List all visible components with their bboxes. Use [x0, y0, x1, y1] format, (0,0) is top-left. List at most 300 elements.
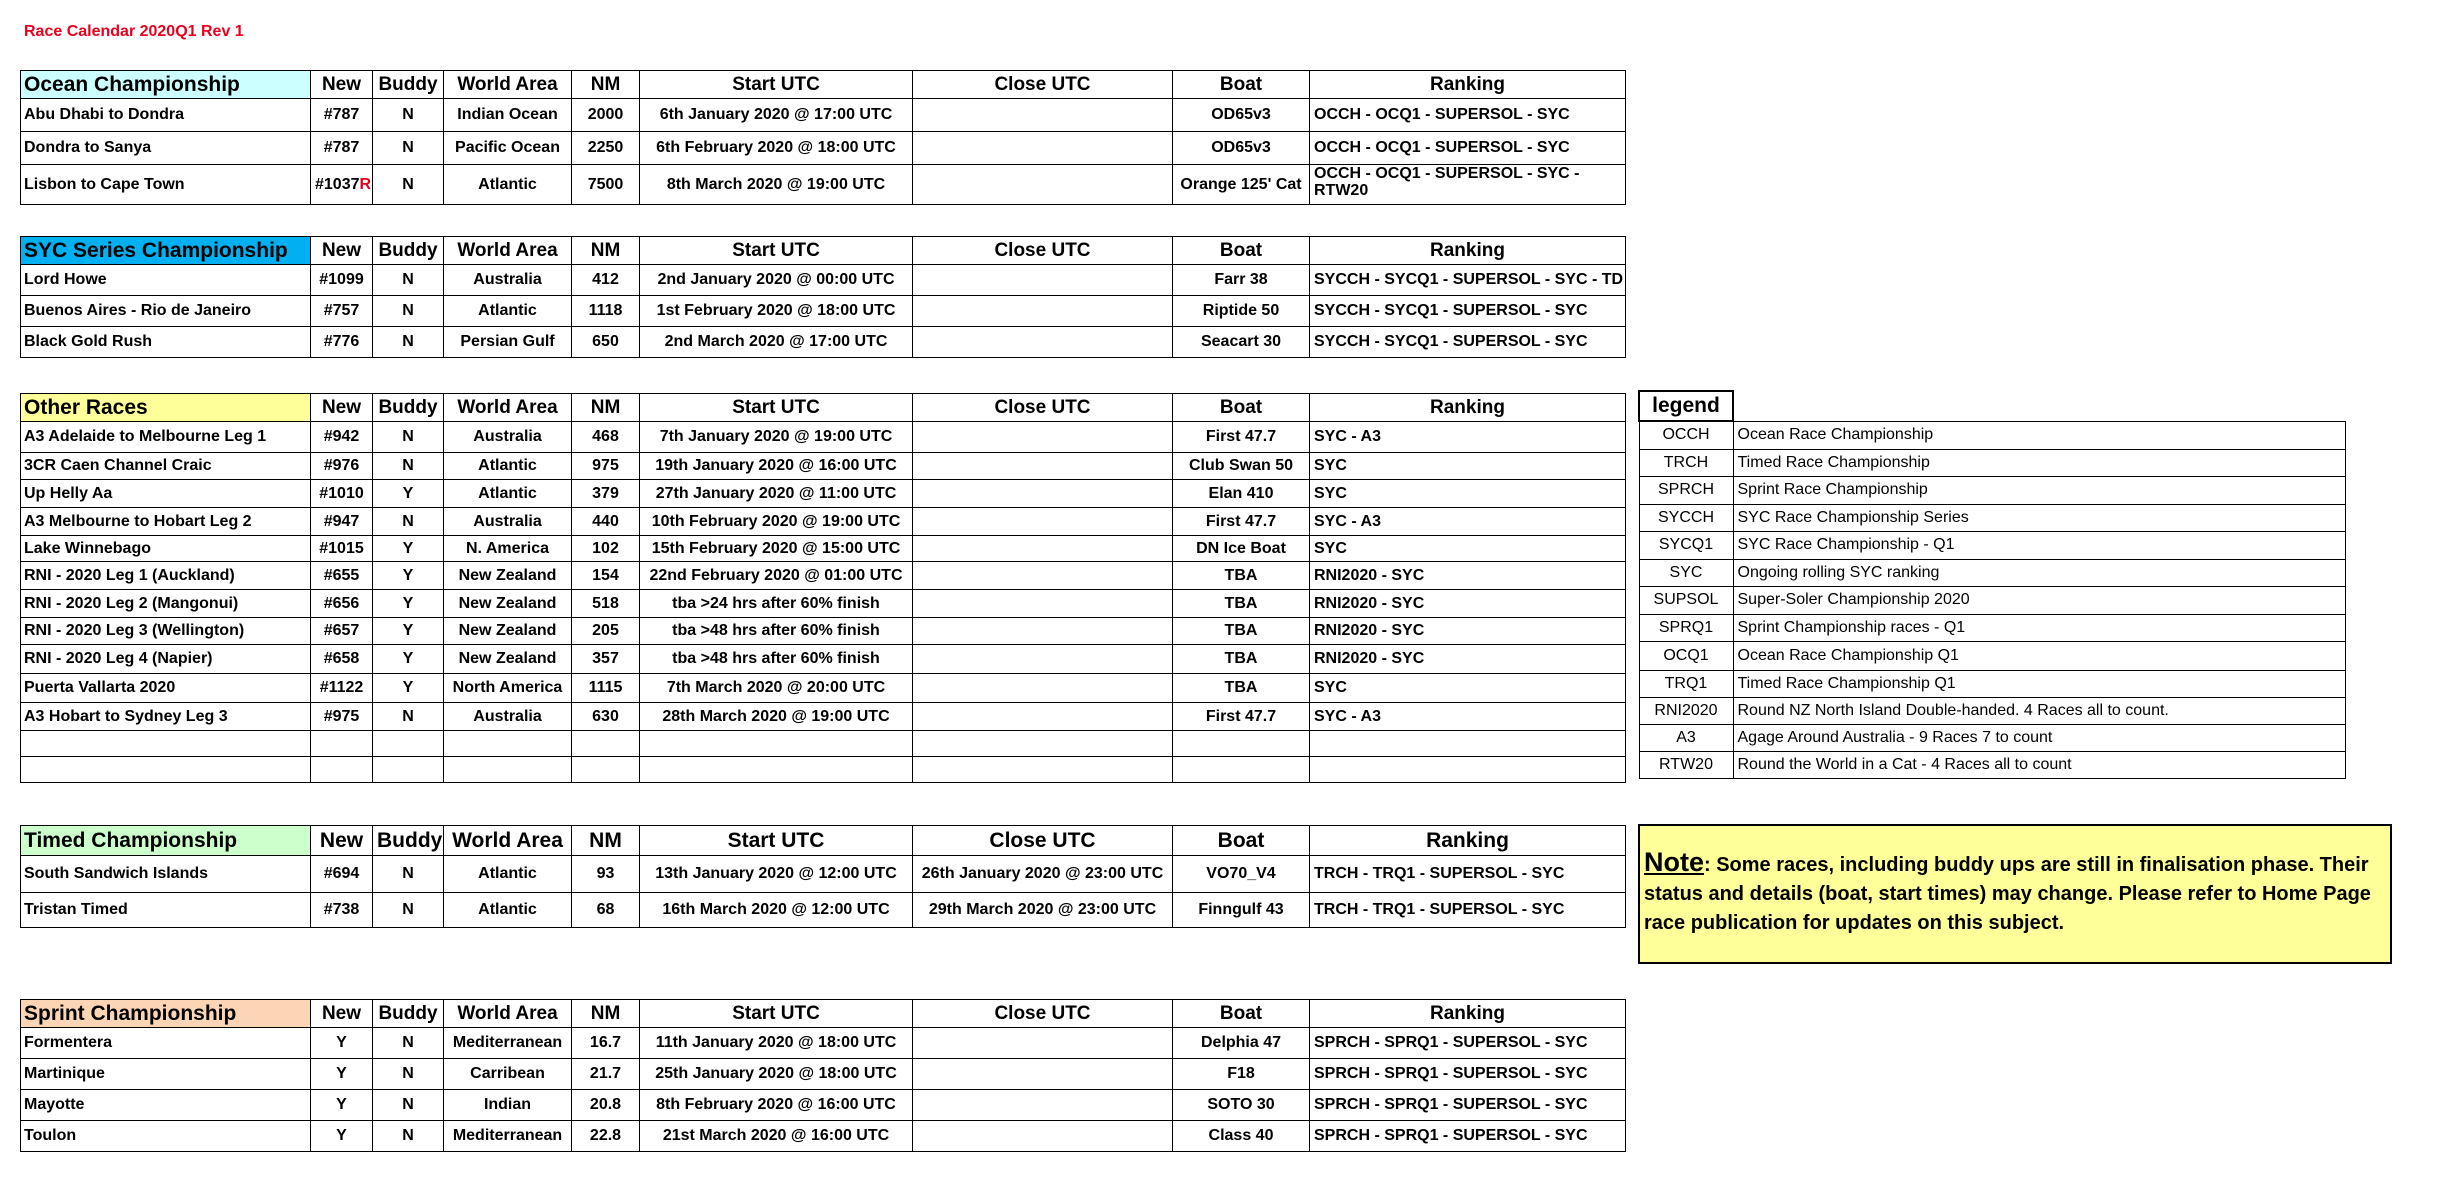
- legend-code: SYCQ1: [1639, 531, 1733, 559]
- table-row: [21, 1028, 1626, 1059]
- legend-description: Ocean Race Championship: [1733, 421, 2345, 449]
- note-text: : Some races, including buddy ups are still in finalisation phase. Their status and details (boat, start times) may change. Please refer to Home Page race publication for updates on this subject.: [1644, 854, 2371, 934]
- start-utc-cell: 22nd February 2020 @ 01:00 UTC: [640, 562, 913, 590]
- buddy-cell: Y: [373, 618, 444, 645]
- col-close-utc-header: Close UTC: [913, 71, 1173, 99]
- race-name: A3 Adelaide to Melbourne Leg 1: [21, 422, 311, 453]
- section-title: Timed Championship: [21, 826, 311, 856]
- nm-cell: 205: [572, 618, 640, 645]
- section-title: Other Races: [21, 394, 311, 422]
- buddy-cell: N: [373, 422, 444, 453]
- buddy-cell: Y: [373, 590, 444, 618]
- new-cell: #787: [311, 99, 373, 132]
- legend-row: [1639, 531, 2345, 559]
- boat-cell: TBA: [1173, 645, 1310, 674]
- race-name: Up Helly Aa: [21, 480, 311, 508]
- start-utc-cell: 8th March 2020 @ 19:00 UTC: [640, 165, 913, 205]
- race-name: Tristan Timed: [21, 893, 311, 928]
- close-utc-cell: [913, 674, 1173, 703]
- table-row: [21, 731, 1626, 757]
- legend-description: Super-Soler Championship 2020: [1733, 586, 2345, 614]
- close-utc-cell: [913, 453, 1173, 480]
- ranking-cell: OCCH - OCQ1 - SUPERSOL - SYC: [1310, 132, 1626, 165]
- boat-cell: Elan 410: [1173, 480, 1310, 508]
- legend-row: [1639, 449, 2345, 476]
- buddy-cell: N: [373, 453, 444, 480]
- legend-code: TRCH: [1639, 449, 1733, 476]
- new-cell: #656: [311, 590, 373, 618]
- world-area-cell: Mediterranean: [444, 1121, 572, 1152]
- close-utc-cell: [913, 590, 1173, 618]
- table-row: [21, 132, 1626, 165]
- col-close-utc-header: Close UTC: [913, 826, 1173, 856]
- boat-cell: TBA: [1173, 590, 1310, 618]
- world-area-cell: [444, 757, 572, 783]
- table-row: [21, 1121, 1626, 1152]
- start-utc-cell: 6th January 2020 @ 17:00 UTC: [640, 99, 913, 132]
- table-row: [21, 422, 1626, 453]
- col-new-header: New: [311, 237, 373, 265]
- col-world-area-header: World Area: [444, 394, 572, 422]
- legend-code: SPRCH: [1639, 476, 1733, 504]
- col-nm-header: NM: [572, 1000, 640, 1028]
- legend-description: SYC Race Championship - Q1: [1733, 531, 2345, 559]
- col-buddy-header: Buddy: [373, 71, 444, 99]
- col-boat-header: Boat: [1173, 826, 1310, 856]
- close-utc-cell: [913, 422, 1173, 453]
- col-start-utc-header: Start UTC: [640, 826, 913, 856]
- col-boat-header: Boat: [1173, 1000, 1310, 1028]
- buddy-cell: N: [373, 132, 444, 165]
- section-title: SYC Series Championship: [21, 237, 311, 265]
- new-cell: #787: [311, 132, 373, 165]
- start-utc-cell: tba >24 hrs after 60% finish: [640, 590, 913, 618]
- ranking-cell: SPRCH - SPRQ1 - SUPERSOL - SYC: [1310, 1028, 1626, 1059]
- table-header-row: [21, 237, 1626, 265]
- table-row: [21, 536, 1626, 562]
- legend-code: OCQ1: [1639, 641, 1733, 670]
- world-area-cell: Pacific Ocean: [444, 132, 572, 165]
- legend-description: SYC Race Championship Series: [1733, 504, 2345, 531]
- ranking-cell: [1310, 731, 1626, 757]
- nm-cell: 468: [572, 422, 640, 453]
- col-buddy-header: Buddy: [373, 826, 444, 856]
- ranking-cell: [1310, 757, 1626, 783]
- legend-code: RTW20: [1639, 751, 1733, 778]
- buddy-cell: N: [373, 265, 444, 296]
- nm-cell: 440: [572, 508, 640, 536]
- close-utc-cell: [913, 703, 1173, 731]
- nm-cell: 1118: [572, 296, 640, 327]
- start-utc-cell: 10th February 2020 @ 19:00 UTC: [640, 508, 913, 536]
- world-area-cell: N. America: [444, 536, 572, 562]
- legend-header: legend: [1639, 391, 1733, 421]
- nm-cell: 93: [572, 856, 640, 893]
- race-name: A3 Hobart to Sydney Leg 3: [21, 703, 311, 731]
- table-row: [21, 645, 1626, 674]
- boat-cell: TBA: [1173, 674, 1310, 703]
- buddy-cell: N: [373, 893, 444, 928]
- col-nm-header: NM: [572, 71, 640, 99]
- legend-code: SPRQ1: [1639, 614, 1733, 641]
- col-new-header: New: [311, 71, 373, 99]
- col-start-utc-header: Start UTC: [640, 1000, 913, 1028]
- legend-description: Timed Race Championship: [1733, 449, 2345, 476]
- col-ranking-header: Ranking: [1310, 1000, 1626, 1028]
- world-area-cell: Mediterranean: [444, 1028, 572, 1059]
- race-name: Formentera: [21, 1028, 311, 1059]
- new-cell: #975: [311, 703, 373, 731]
- nm-cell: 2000: [572, 99, 640, 132]
- world-area-cell: Australia: [444, 422, 572, 453]
- ranking-cell: SYCCH - SYCQ1 - SUPERSOL - SYC: [1310, 327, 1626, 358]
- race-name: Lake Winnebago: [21, 536, 311, 562]
- new-cell: #1122: [311, 674, 373, 703]
- table-header-row: [21, 394, 1626, 422]
- note-box: [1638, 824, 2392, 964]
- legend-code: SUPSOL: [1639, 586, 1733, 614]
- close-utc-cell: [913, 327, 1173, 358]
- race-name: South Sandwich Islands: [21, 856, 311, 893]
- legend-row: [1639, 476, 2345, 504]
- boat-cell: Class 40: [1173, 1121, 1310, 1152]
- col-ranking-header: Ranking: [1310, 826, 1626, 856]
- ranking-cell: SYC: [1310, 480, 1626, 508]
- nm-cell: 7500: [572, 165, 640, 205]
- boat-cell: Delphia 47: [1173, 1028, 1310, 1059]
- world-area-cell: Persian Gulf: [444, 327, 572, 358]
- boat-cell: First 47.7: [1173, 422, 1310, 453]
- legend-code: TRQ1: [1639, 670, 1733, 697]
- world-area-cell: Atlantic: [444, 856, 572, 893]
- start-utc-cell: 16th March 2020 @ 12:00 UTC: [640, 893, 913, 928]
- start-utc-cell: 2nd March 2020 @ 17:00 UTC: [640, 327, 913, 358]
- table-row: [21, 327, 1626, 358]
- legend-description: Timed Race Championship Q1: [1733, 670, 2345, 697]
- close-utc-cell: [913, 1028, 1173, 1059]
- close-utc-cell: 26th January 2020 @ 23:00 UTC: [913, 856, 1173, 893]
- table-row: [21, 893, 1626, 928]
- table-row: [21, 856, 1626, 893]
- col-close-utc-header: Close UTC: [913, 1000, 1173, 1028]
- legend-header-spacer: [1733, 391, 2345, 421]
- col-nm-header: NM: [572, 237, 640, 265]
- nm-cell: 22.8: [572, 1121, 640, 1152]
- world-area-cell: New Zealand: [444, 645, 572, 674]
- start-utc-cell: 27th January 2020 @ 11:00 UTC: [640, 480, 913, 508]
- buddy-cell: N: [373, 327, 444, 358]
- buddy-cell: Y: [373, 536, 444, 562]
- start-utc-cell: tba >48 hrs after 60% finish: [640, 645, 913, 674]
- nm-cell: 1115: [572, 674, 640, 703]
- col-start-utc-header: Start UTC: [640, 71, 913, 99]
- legend-code: A3: [1639, 724, 1733, 751]
- close-utc-cell: [913, 618, 1173, 645]
- table-row: [21, 453, 1626, 480]
- buddy-cell: N: [373, 99, 444, 132]
- boat-cell: F18: [1173, 1059, 1310, 1090]
- race-name: Buenos Aires - Rio de Janeiro: [21, 296, 311, 327]
- boat-cell: Orange 125' Cat: [1173, 165, 1310, 205]
- buddy-cell: N: [373, 508, 444, 536]
- boat-cell: Finngulf 43: [1173, 893, 1310, 928]
- world-area-cell: Carribean: [444, 1059, 572, 1090]
- ranking-cell: TRCH - TRQ1 - SUPERSOL - SYC: [1310, 893, 1626, 928]
- world-area-cell: Indian Ocean: [444, 99, 572, 132]
- nm-cell: 21.7: [572, 1059, 640, 1090]
- col-new-header: New: [311, 1000, 373, 1028]
- world-area-cell: New Zealand: [444, 590, 572, 618]
- legend-code: SYC: [1639, 559, 1733, 586]
- buddy-cell: N: [373, 1121, 444, 1152]
- new-cell: Y: [311, 1028, 373, 1059]
- new-cell: #738: [311, 893, 373, 928]
- new-cell: #776: [311, 327, 373, 358]
- race-name: A3 Melbourne to Hobart Leg 2: [21, 508, 311, 536]
- col-boat-header: Boat: [1173, 394, 1310, 422]
- nm-cell: [572, 757, 640, 783]
- new-cell: Y: [311, 1090, 373, 1121]
- table-row: [21, 296, 1626, 327]
- table-header-row: [21, 71, 1626, 99]
- buddy-cell: Y: [373, 645, 444, 674]
- col-nm-header: NM: [572, 826, 640, 856]
- world-area-cell: Atlantic: [444, 893, 572, 928]
- buddy-cell: N: [373, 296, 444, 327]
- buddy-cell: Y: [373, 562, 444, 590]
- start-utc-cell: [640, 757, 913, 783]
- col-buddy-header: Buddy: [373, 1000, 444, 1028]
- close-utc-cell: [913, 99, 1173, 132]
- new-cell: #694: [311, 856, 373, 893]
- boat-cell: [1173, 731, 1310, 757]
- boat-cell: Riptide 50: [1173, 296, 1310, 327]
- ranking-cell: SPRCH - SPRQ1 - SUPERSOL - SYC: [1310, 1059, 1626, 1090]
- race-name: Dondra to Sanya: [21, 132, 311, 165]
- boat-cell: DN Ice Boat: [1173, 536, 1310, 562]
- race-name: [21, 757, 311, 783]
- legend-description: Sprint Championship races - Q1: [1733, 614, 2345, 641]
- legend-description: Ongoing rolling SYC ranking: [1733, 559, 2345, 586]
- close-utc-cell: [913, 508, 1173, 536]
- new-cell: Y: [311, 1059, 373, 1090]
- timed-championship-table: [20, 825, 1626, 928]
- start-utc-cell: 25th January 2020 @ 18:00 UTC: [640, 1059, 913, 1090]
- new-cell: #655: [311, 562, 373, 590]
- new-cell: #1099: [311, 265, 373, 296]
- sprint-championship-table: [20, 999, 1626, 1152]
- start-utc-cell: 19th January 2020 @ 16:00 UTC: [640, 453, 913, 480]
- table-row: [21, 562, 1626, 590]
- new-suffix: R: [359, 175, 372, 193]
- table-row: [21, 165, 1626, 205]
- start-utc-cell: 21st March 2020 @ 16:00 UTC: [640, 1121, 913, 1152]
- boat-cell: OD65v3: [1173, 99, 1310, 132]
- nm-cell: 379: [572, 480, 640, 508]
- new-cell: #976: [311, 453, 373, 480]
- start-utc-cell: 2nd January 2020 @ 00:00 UTC: [640, 265, 913, 296]
- boat-cell: OD65v3: [1173, 132, 1310, 165]
- section-title: Sprint Championship: [21, 1000, 311, 1028]
- nm-cell: 16.7: [572, 1028, 640, 1059]
- nm-cell: 630: [572, 703, 640, 731]
- buddy-cell: Y: [373, 674, 444, 703]
- col-nm-header: NM: [572, 394, 640, 422]
- ranking-cell: SYC: [1310, 453, 1626, 480]
- legend-row: [1639, 586, 2345, 614]
- nm-cell: 154: [572, 562, 640, 590]
- start-utc-cell: 1st February 2020 @ 18:00 UTC: [640, 296, 913, 327]
- close-utc-cell: [913, 1121, 1173, 1152]
- new-cell: [311, 165, 373, 205]
- legend-row: [1639, 504, 2345, 531]
- table-row: [21, 703, 1626, 731]
- new-cell: #657: [311, 618, 373, 645]
- world-area-cell: Indian: [444, 1090, 572, 1121]
- world-area-cell: Atlantic: [444, 453, 572, 480]
- world-area-cell: Atlantic: [444, 165, 572, 205]
- race-name: 3CR Caen Channel Craic: [21, 453, 311, 480]
- race-name: Mayotte: [21, 1090, 311, 1121]
- buddy-cell: N: [373, 703, 444, 731]
- race-name: Lord Howe: [21, 265, 311, 296]
- ranking-cell: SPRCH - SPRQ1 - SUPERSOL - SYC: [1310, 1090, 1626, 1121]
- nm-cell: 357: [572, 645, 640, 674]
- race-name: Puerta Vallarta 2020: [21, 674, 311, 703]
- table-row: [21, 1059, 1626, 1090]
- boat-cell: Farr 38: [1173, 265, 1310, 296]
- ranking-cell: SYCCH - SYCQ1 - SUPERSOL - SYC: [1310, 296, 1626, 327]
- nm-cell: 412: [572, 265, 640, 296]
- nm-cell: 68: [572, 893, 640, 928]
- new-cell: #947: [311, 508, 373, 536]
- close-utc-cell: [913, 480, 1173, 508]
- race-name: RNI - 2020 Leg 3 (Wellington): [21, 618, 311, 645]
- close-utc-cell: [913, 165, 1173, 205]
- race-name: RNI - 2020 Leg 4 (Napier): [21, 645, 311, 674]
- new-cell: [311, 731, 373, 757]
- close-utc-cell: [913, 132, 1173, 165]
- table-header-row: [21, 1000, 1626, 1028]
- table-row: [21, 508, 1626, 536]
- boat-cell: VO70_V4: [1173, 856, 1310, 893]
- table-row: [21, 757, 1626, 783]
- nm-cell: 518: [572, 590, 640, 618]
- start-utc-cell: 8th February 2020 @ 16:00 UTC: [640, 1090, 913, 1121]
- col-buddy-header: Buddy: [373, 237, 444, 265]
- section-title: Ocean Championship: [21, 71, 311, 99]
- col-ranking-header: Ranking: [1310, 237, 1626, 265]
- boat-cell: Seacart 30: [1173, 327, 1310, 358]
- world-area-cell: Atlantic: [444, 480, 572, 508]
- start-utc-cell: 15th February 2020 @ 15:00 UTC: [640, 536, 913, 562]
- table-row: [21, 480, 1626, 508]
- close-utc-cell: [913, 757, 1173, 783]
- close-utc-cell: [913, 645, 1173, 674]
- col-world-area-header: World Area: [444, 1000, 572, 1028]
- buddy-cell: [373, 757, 444, 783]
- table-row: [21, 1090, 1626, 1121]
- new-cell: #658: [311, 645, 373, 674]
- boat-cell: SOTO 30: [1173, 1090, 1310, 1121]
- boat-cell: Club Swan 50: [1173, 453, 1310, 480]
- race-name: RNI - 2020 Leg 1 (Auckland): [21, 562, 311, 590]
- nm-cell: 975: [572, 453, 640, 480]
- race-name: Abu Dhabi to Dondra: [21, 99, 311, 132]
- close-utc-cell: [913, 296, 1173, 327]
- legend-row: [1639, 614, 2345, 641]
- ranking-cell: OCCH - OCQ1 - SUPERSOL - SYC - RTW20: [1310, 165, 1626, 205]
- race-name: [21, 731, 311, 757]
- legend-table: [1638, 390, 2346, 779]
- legend-row: [1639, 641, 2345, 670]
- close-utc-cell: [913, 265, 1173, 296]
- start-utc-cell: 7th March 2020 @ 20:00 UTC: [640, 674, 913, 703]
- nm-cell: [572, 731, 640, 757]
- legend-row: [1639, 670, 2345, 697]
- legend-code: OCCH: [1639, 421, 1733, 449]
- ocean-championship-table: [20, 70, 1626, 205]
- col-boat-header: Boat: [1173, 237, 1310, 265]
- legend-description: Ocean Race Championship Q1: [1733, 641, 2345, 670]
- syc-series-championship-table: [20, 236, 1626, 358]
- legend-code: SYCCH: [1639, 504, 1733, 531]
- buddy-cell: Y: [373, 480, 444, 508]
- boat-cell: TBA: [1173, 618, 1310, 645]
- world-area-cell: [444, 731, 572, 757]
- note-label: Note: [1644, 847, 1704, 877]
- race-name: Black Gold Rush: [21, 327, 311, 358]
- col-buddy-header: Buddy: [373, 394, 444, 422]
- nm-cell: 650: [572, 327, 640, 358]
- close-utc-cell: [913, 536, 1173, 562]
- ranking-cell: SPRCH - SPRQ1 - SUPERSOL - SYC: [1310, 1121, 1626, 1152]
- table-row: [21, 674, 1626, 703]
- ranking-cell: SYC - A3: [1310, 508, 1626, 536]
- col-ranking-header: Ranking: [1310, 71, 1626, 99]
- close-utc-cell: [913, 731, 1173, 757]
- legend-description: Round NZ North Island Double-handed. 4 Races all to count.: [1733, 697, 2345, 724]
- new-cell: #942: [311, 422, 373, 453]
- new-cell: #1010: [311, 480, 373, 508]
- col-world-area-header: World Area: [444, 237, 572, 265]
- world-area-cell: Australia: [444, 508, 572, 536]
- legend-description: Agage Around Australia - 9 Races 7 to count: [1733, 724, 2345, 751]
- table-row: [21, 99, 1626, 132]
- table-row: [21, 618, 1626, 645]
- world-area-cell: Atlantic: [444, 296, 572, 327]
- start-utc-cell: 28th March 2020 @ 19:00 UTC: [640, 703, 913, 731]
- close-utc-cell: [913, 562, 1173, 590]
- table-row: [21, 265, 1626, 296]
- buddy-cell: N: [373, 165, 444, 205]
- legend-row: [1639, 421, 2345, 449]
- new-cell: [311, 757, 373, 783]
- world-area-cell: Australia: [444, 703, 572, 731]
- col-world-area-header: World Area: [444, 826, 572, 856]
- new-cell: Y: [311, 1121, 373, 1152]
- boat-cell: First 47.7: [1173, 703, 1310, 731]
- race-name: Lisbon to Cape Town: [21, 165, 311, 205]
- table-header-row: [21, 826, 1626, 856]
- boat-cell: First 47.7: [1173, 508, 1310, 536]
- col-new-header: New: [311, 394, 373, 422]
- ranking-cell: SYCCH - SYCQ1 - SUPERSOL - SYC - TD: [1310, 265, 1626, 296]
- start-utc-cell: 7th January 2020 @ 19:00 UTC: [640, 422, 913, 453]
- legend-code: RNI2020: [1639, 697, 1733, 724]
- world-area-cell: Australia: [444, 265, 572, 296]
- col-new-header: New: [311, 826, 373, 856]
